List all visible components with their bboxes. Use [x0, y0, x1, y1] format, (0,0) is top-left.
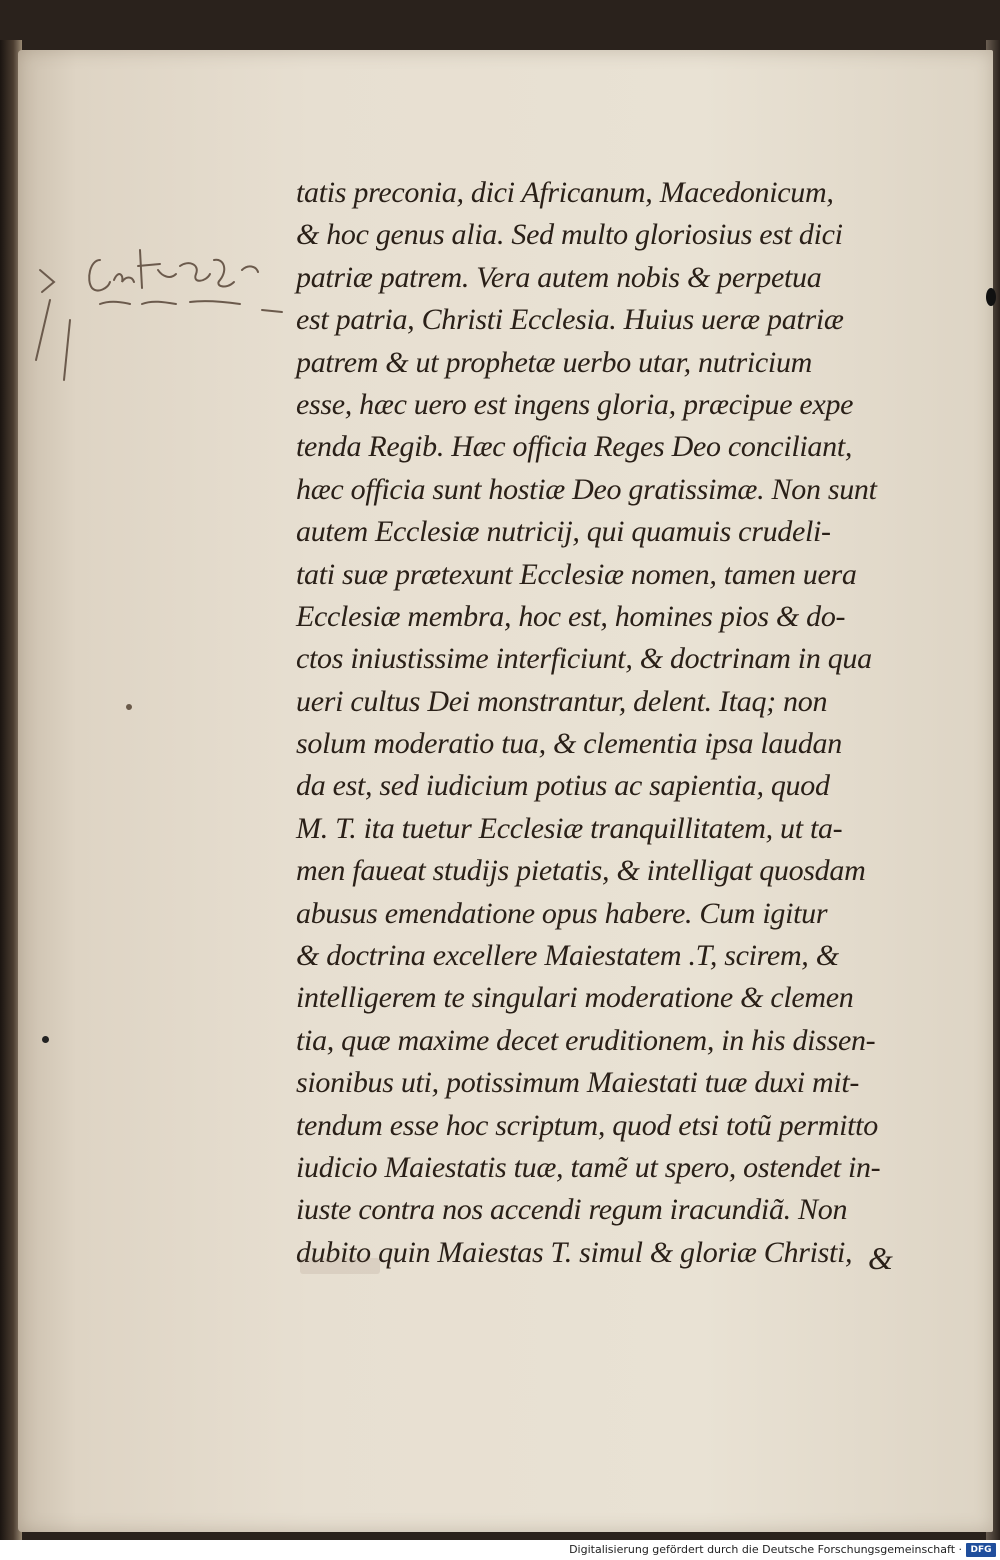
text-line: ctos iniustissime interficiunt, & doctrinam in qua [296, 642, 872, 676]
text-line: sionibus uti, potissimum Maiestati tuæ duxi mit- [296, 1066, 860, 1100]
ink-speck [126, 704, 132, 710]
text-line: iuste contra nos accendi regum iracundiã. Non [296, 1193, 848, 1227]
text-line: tenda Regib. Hæc officia Reges Deo conciliant, [296, 430, 853, 464]
text-line: & hoc genus alia. Sed multo gloriosius est dici [296, 218, 843, 252]
text-line: solum moderatio tua, & clementia ipsa laudan [296, 727, 842, 761]
text-line: hæc officia sunt hostiæ Deo gratissimæ. Non sunt [296, 472, 877, 506]
text-line: dubito quin Maiestas T. simul & gloriæ Christi, [296, 1235, 853, 1269]
text-line: M. T. ita tuetur Ecclesiæ tranquillitatem, ut ta- [296, 811, 843, 845]
faint-show-through [300, 1258, 380, 1274]
text-line: tendum esse hoc scriptum, quod etsi totũ permitto [296, 1108, 878, 1142]
footer-credit: Digitalisierung gefördert durch die Deutsche Forschungsgemeinschaft · [569, 1543, 962, 1556]
handwritten-marginalia [30, 230, 290, 410]
text-line: tati suæ prætexunt Ecclesiæ nomen, tamen uera [296, 557, 857, 591]
text-line: patrem & ut prophetæ uerbo utar, nutricium [296, 345, 813, 379]
text-line: da est, sed iudicium potius ac sapientia, quod [296, 769, 830, 803]
text-line: autem Ecclesiæ nutricij, qui quamuis crudeli- [296, 515, 831, 549]
text-line: tatis preconia, dici Africanum, Macedonicum, [296, 176, 834, 209]
text-line: Ecclesiæ membra, hoc est, homines pios & do- [296, 599, 846, 633]
text-line: esse, hæc uero est ingens gloria, præcipue expe [296, 387, 854, 421]
text-line: & doctrina excellere Maiestatem .T, scirem, & [296, 939, 839, 973]
text-line: men faueat studijs pietatis, & intelligat quosdam [296, 854, 866, 888]
latin-text-block [296, 172, 916, 1274]
catchword: & [868, 1240, 893, 1276]
binding-mark [986, 288, 996, 306]
text-line: est patria, Christi Ecclesia. Huius ueræ patriæ [296, 303, 844, 337]
text-line: iudicio Maiestatis tuæ, tamẽ ut spero, ostendet in- [296, 1150, 881, 1184]
digitization-footer [0, 1540, 1000, 1560]
text-line: abusus emendatione opus habere. Cum igitur [296, 896, 828, 930]
text-line: patriæ patrem. Vera autem nobis & perpetua [296, 260, 822, 294]
dfg-logo: DFG [966, 1543, 996, 1557]
text-line: ueri cultus Dei monstrantur, delent. Itaq; non [296, 684, 828, 718]
text-line: tia, quæ maxime decet eruditionem, in his dissen- [296, 1023, 876, 1057]
text-line: intelligerem te singulari moderatione & clemen [296, 981, 854, 1015]
ink-speck [42, 1036, 49, 1043]
